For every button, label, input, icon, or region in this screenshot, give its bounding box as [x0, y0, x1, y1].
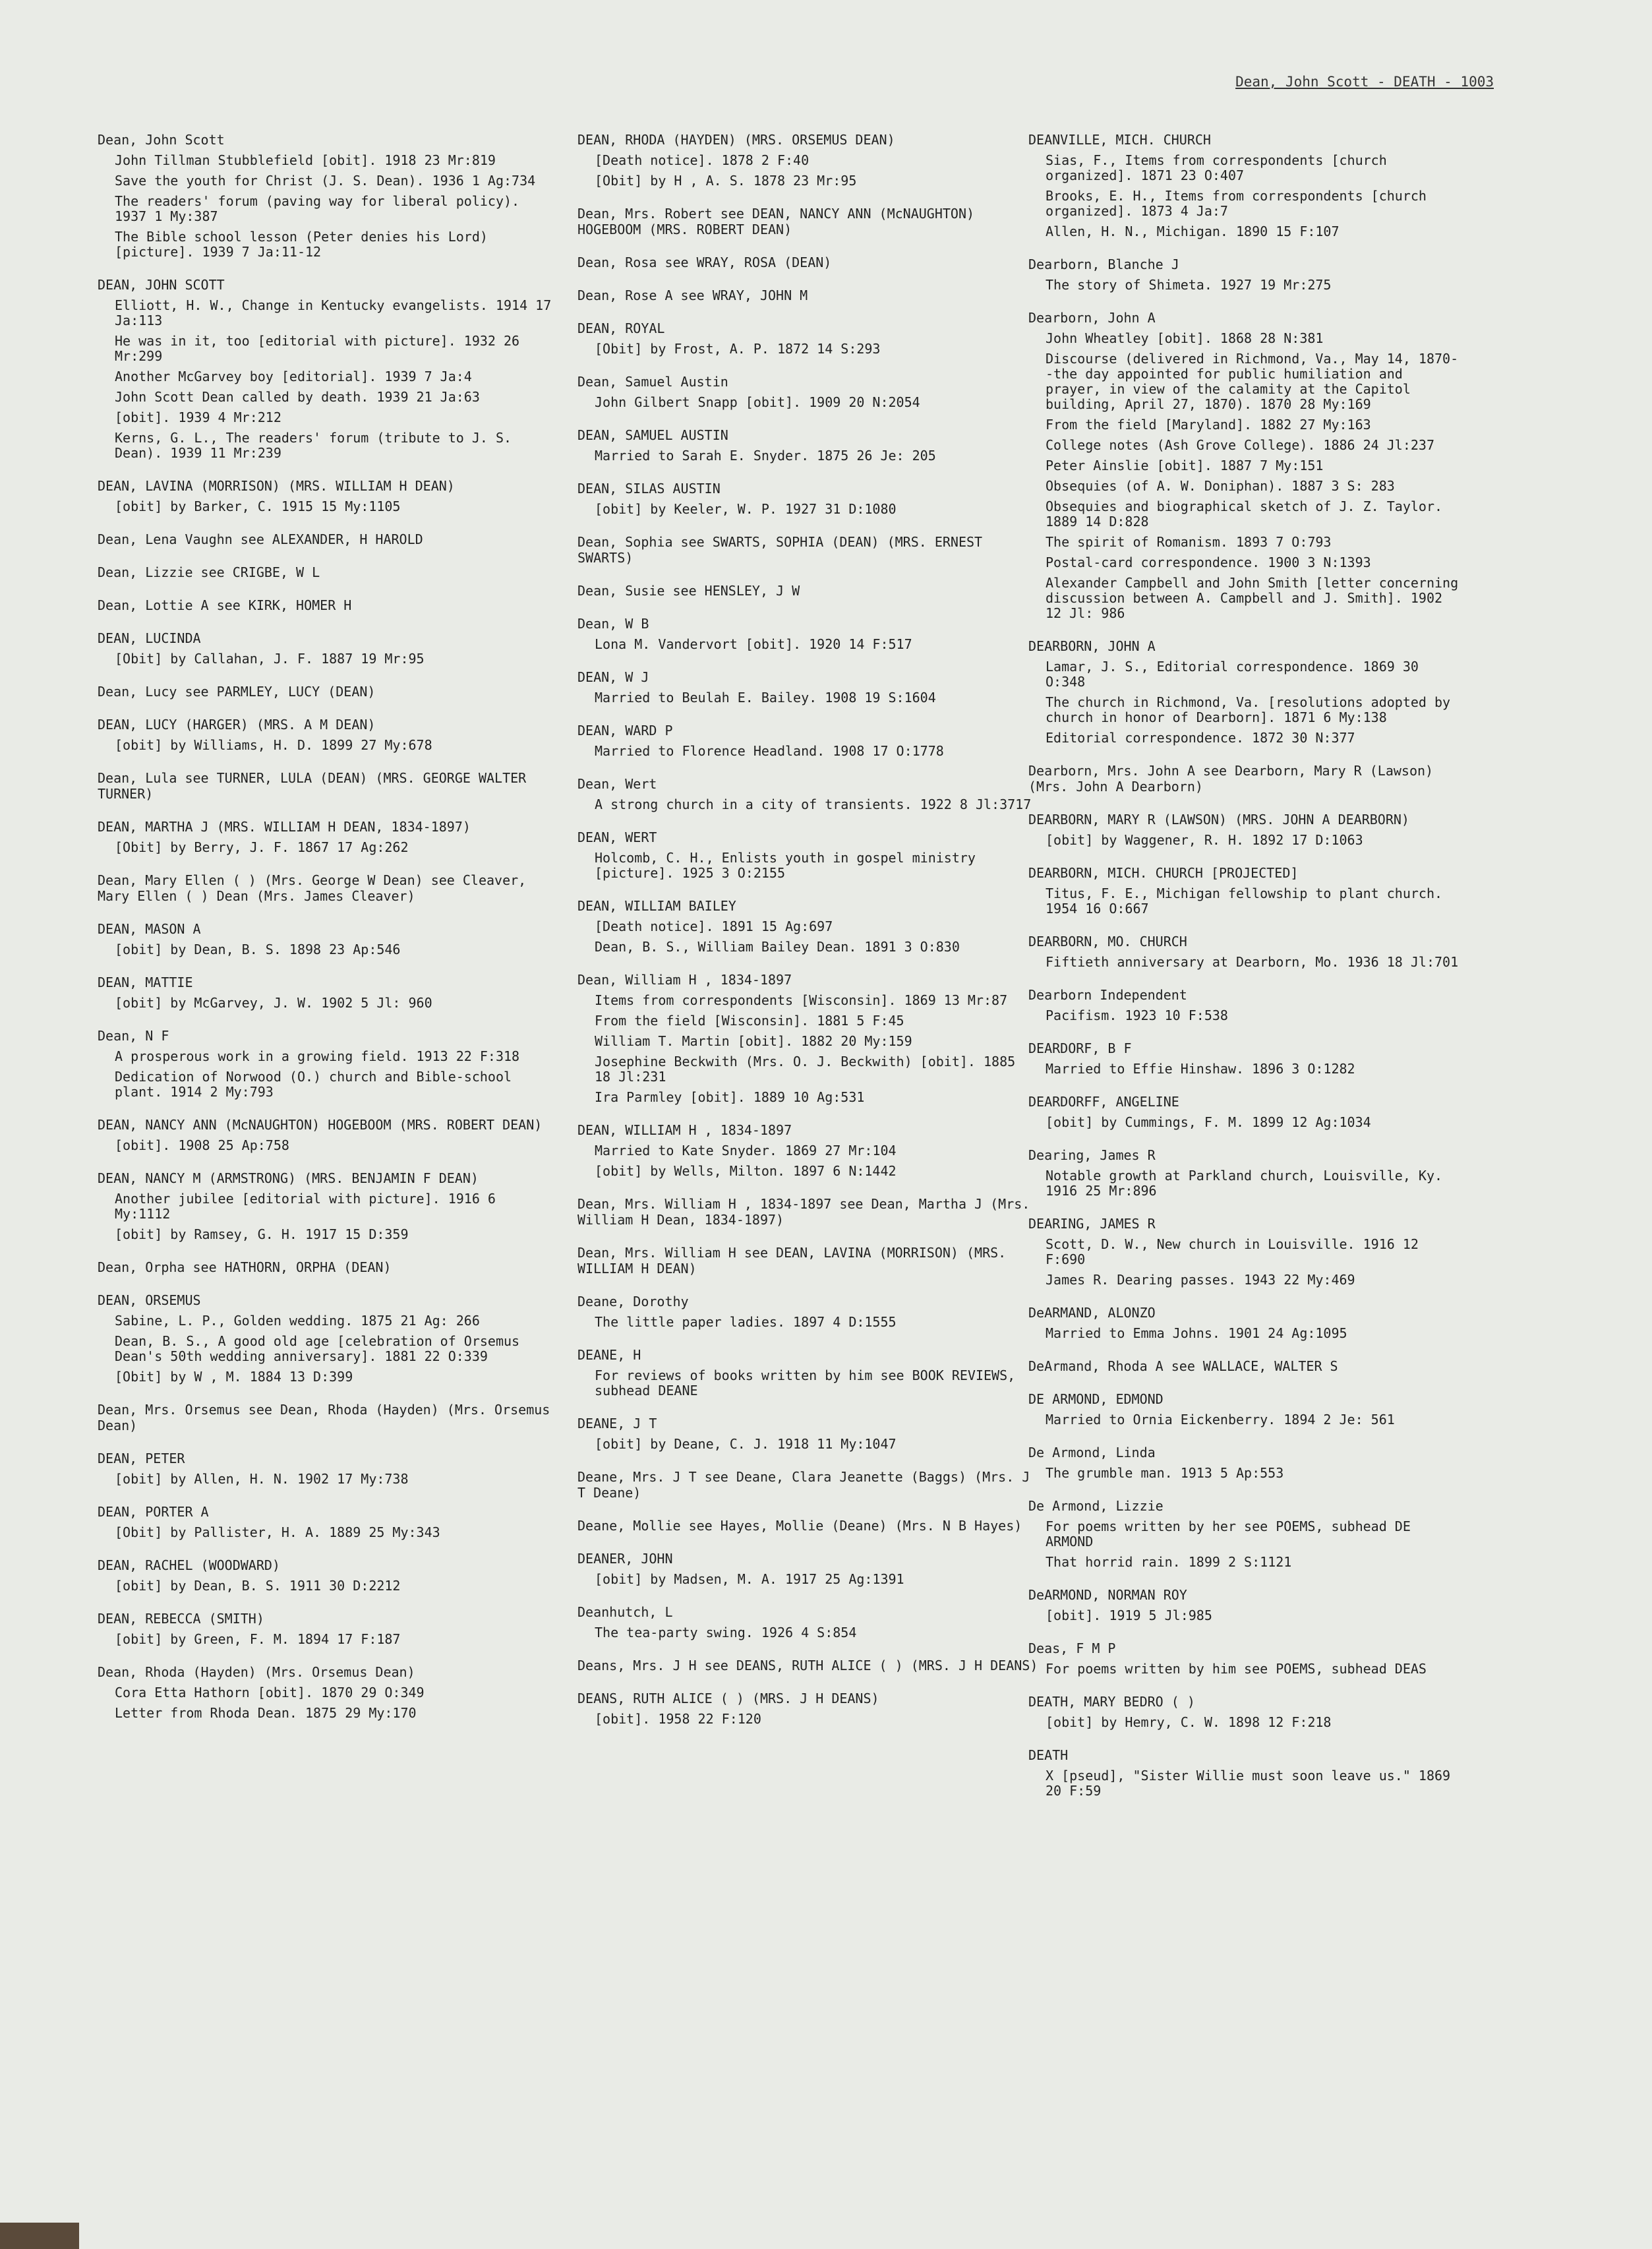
index-entry [577, 427, 1039, 464]
entry-heading: DEARBORN, MICH. CHURCH [PROJECTED] [1028, 865, 1299, 881]
entry-heading: DEAN, REBECCA (SMITH) [98, 1611, 264, 1627]
entry-citation: Married to Florence Headland. 1908 17 O:1778 [595, 743, 944, 759]
entry-citation: John Gilbert Snapp [obit]. 1909 20 N:2054 [595, 394, 920, 410]
entry-citation: College notes (Ash Grove College). 1886 24 Jl:237 [1046, 437, 1435, 453]
entry-heading: DEAN, MATTIE [98, 975, 193, 990]
entry-citation: The readers' forum (paving way for liberal policy). 1937 1 My:387 [115, 193, 528, 224]
entry-heading: Dean, Mrs. William H see DEAN, LAVINA (MORRISON) (MRS. WILLIAM H DEAN) [577, 1245, 1015, 1276]
entry-heading: DeARMOND, NORMAN ROY [1028, 1587, 1187, 1603]
index-entry [1028, 1094, 1463, 1130]
index-entry [98, 1259, 559, 1275]
entry-heading: Deans, Mrs. J H see DEANS, RUTH ALICE ( ) (MRS. J H DEANS) [577, 1658, 1038, 1673]
index-entry [1028, 1445, 1463, 1481]
entry-citation: From the field [Maryland]. 1882 27 My:163 [1046, 417, 1371, 433]
entry-heading: DEAN, NANCY M (ARMSTRONG) (MRS. BENJAMIN F DEAN) [98, 1170, 479, 1186]
entry-citation: Obsequies and biographical sketch of J. Z. Taylor. 1889 14 D:828 [1046, 498, 1451, 529]
entry-citation: Sias, F., Items from correspondents [church organized]. 1871 23 O:407 [1046, 152, 1395, 183]
entry-citation: Dean, B. S., A good old age [celebration of Orsemus Dean's 50th wedding anniversary]. 1881 22 O:339 [115, 1333, 528, 1364]
entry-citation: [obit] by Green, F. M. 1894 17 F:187 [115, 1631, 401, 1647]
index-entry [98, 478, 559, 514]
entry-citation: [Obit] by W , M. 1884 13 D:399 [115, 1369, 353, 1385]
entry-heading: DEAN, LUCY (HARGER) (MRS. A M DEAN) [98, 717, 376, 733]
index-entry [577, 1551, 1039, 1587]
index-entry [98, 770, 559, 802]
entry-heading: Deane, Mrs. J T see Deane, Clara Jeanette (Baggs) (Mrs. J T Deane) [577, 1469, 1038, 1501]
index-entry [1028, 1640, 1463, 1677]
index-entry [577, 1518, 1039, 1534]
index-entry [98, 1664, 559, 1721]
entry-citation: Another McGarvey boy [editorial]. 1939 7 Ja:4 [115, 369, 472, 384]
entry-heading: De Armond, Linda [1028, 1445, 1156, 1460]
entry-citation: Another jubilee [editorial with picture]. 1916 6 My:1112 [115, 1191, 504, 1222]
entry-citation: John Scott Dean called by death. 1939 21 Ja:63 [115, 389, 480, 405]
entry-citation: [obit]. 1919 5 Jl:985 [1046, 1607, 1212, 1623]
column-2 [577, 132, 1039, 1744]
entry-citation: [Obit] by H , A. S. 1878 23 Mr:95 [595, 173, 857, 189]
entry-citation: Dedication of Norwood (O.) church and Bible-school plant. 1914 2 My:793 [115, 1069, 520, 1100]
entry-heading: DEAN, JOHN SCOTT [98, 277, 225, 293]
entry-heading: DEAN, ORSEMUS [98, 1292, 201, 1308]
entry-heading: Dean, W B [577, 616, 649, 632]
column-1 [98, 132, 559, 1738]
entry-heading: Deane, Mollie see Hayes, Mollie (Deane) (Mrs. N B Hayes) [577, 1518, 1022, 1534]
entry-citation: [obit] by Allen, H. N. 1902 17 My:738 [115, 1471, 409, 1487]
entry-citation: [Death notice]. 1891 15 Ag:697 [595, 918, 833, 934]
entry-citation: Brooks, E. H., Items from correspondents [church organized]. 1873 4 Ja:7 [1046, 188, 1435, 219]
index-entry [98, 717, 559, 753]
entry-heading: DEANE, J T [577, 1416, 657, 1431]
index-entry [577, 1245, 1039, 1276]
entry-citation: Fiftieth anniversary at Dearborn, Mo. 1936 18 Jl:701 [1046, 954, 1459, 970]
entry-citation: Married to Beulah E. Bailey. 1908 19 S:1604 [595, 690, 936, 705]
index-entry [1028, 1498, 1463, 1570]
entry-heading: Dearborn, John A [1028, 310, 1156, 326]
index-entry [98, 1451, 559, 1487]
index-entry [577, 374, 1039, 410]
entry-citation: John Wheatley [obit]. 1868 28 N:381 [1046, 330, 1324, 346]
index-entry [1028, 310, 1467, 621]
index-entry [98, 597, 559, 613]
entry-citation: Pacifism. 1923 10 F:538 [1046, 1007, 1228, 1023]
index-entry [1028, 865, 1463, 916]
index-entry [98, 1117, 559, 1153]
entry-citation: The little paper ladies. 1897 4 D:1555 [595, 1314, 897, 1330]
entry-heading: DEAN, RACHEL (WOODWARD) [98, 1557, 280, 1573]
index-entry [98, 1292, 559, 1385]
entry-citation: Elliott, H. W., Change in Kentucky evangelists. 1914 17 Ja:113 [115, 297, 560, 328]
entry-citation: Save the youth for Christ (J. S. Dean). 1936 1 Ag:734 [115, 173, 536, 189]
entry-citation: [obit] by Hemry, C. W. 1898 12 F:218 [1046, 1714, 1332, 1730]
entry-citation: That horrid rain. 1899 2 S:1121 [1046, 1554, 1292, 1570]
index-entry [1028, 987, 1463, 1023]
index-entry [577, 972, 1039, 1105]
index-entry [98, 1170, 559, 1242]
entry-citation: Married to Ornia Eickenberry. 1894 2 Je: 561 [1046, 1412, 1395, 1427]
index-entry [577, 776, 1039, 812]
index-entry [577, 206, 1039, 237]
entry-citation: [obit] by Keeler, W. P. 1927 31 D:1080 [595, 501, 897, 517]
entry-citation: Alexander Campbell and John Smith [letter concerning discussion between A. Campbell and J. Smith]. 1902 12 Jl: 986 [1046, 575, 1467, 621]
entry-heading: Dean, Sophia see SWARTS, SOPHIA (DEAN) (MRS. ERNEST SWARTS) [577, 534, 991, 566]
index-entry [1028, 1040, 1463, 1077]
index-entry [98, 531, 559, 547]
entry-heading: Deas, F M P [1028, 1640, 1116, 1656]
entry-citation: Lamar, J. S., Editorial correspondence. 1869 30 O:348 [1046, 659, 1427, 690]
column-3 [1028, 132, 1467, 1816]
entry-citation: Holcomb, C. H., Enlists youth in gospel ministry [picture]. 1925 3 O:2155 [595, 850, 984, 881]
entry-citation: The church in Richmond, Va. [resolutions adopted by church in honor of Dearborn]. 1871 6 My:138 [1046, 694, 1459, 725]
entry-citation: Notable growth at Parkland church, Louisville, Ky. 1916 25 Mr:896 [1046, 1168, 1451, 1199]
entry-heading: DEARBORN, MARY R (LAWSON) (MRS. JOHN A DEARBORN) [1028, 812, 1409, 827]
entry-heading: Dearing, James R [1028, 1147, 1156, 1163]
index-entry [98, 1028, 559, 1100]
entry-heading: Dean, Mrs. William H , 1834-1897 see Dean, Martha J (Mrs. William H Dean, 1834-1897) [577, 1196, 1038, 1228]
entry-citation: [obit] by McGarvey, J. W. 1902 5 Jl: 960 [115, 995, 432, 1011]
entry-citation: Editorial correspondence. 1872 30 N:377 [1046, 730, 1355, 746]
entry-citation: Married to Emma Johns. 1901 24 Ag:1095 [1046, 1325, 1347, 1341]
entry-citation: [obit] by Cummings, F. M. 1899 12 Ag:1034 [1046, 1114, 1371, 1130]
entry-heading: Dearborn Independent [1028, 987, 1187, 1003]
entry-citation: Cora Etta Hathorn [obit]. 1870 29 O:349 [115, 1685, 425, 1700]
index-entry [1028, 1216, 1463, 1288]
entry-heading: DEAN, W J [577, 669, 649, 685]
entry-heading: DE ARMOND, EDMOND [1028, 1391, 1164, 1407]
entry-heading: DEAN, PETER [98, 1451, 185, 1466]
index-entry [577, 1196, 1039, 1228]
entry-citation: The Bible school lesson (Peter denies his Lord) [picture]. 1939 7 Ja:11-12 [115, 229, 496, 260]
entry-heading: Deane, Dorothy [577, 1294, 689, 1309]
entry-heading: Dean, Susie see HENSLEY, J W [577, 583, 800, 599]
entry-heading: Dean, Lottie A see KIRK, HOMER H [98, 597, 352, 613]
entry-heading: DEANS, RUTH ALICE ( ) (MRS. J H DEANS) [577, 1691, 879, 1706]
entry-heading: DEAN, NANCY ANN (McNAUGHTON) HOGEBOOM (MRS. ROBERT DEAN) [98, 1117, 543, 1133]
entry-heading: DEARDORFF, ANGELINE [1028, 1094, 1179, 1110]
entry-heading: DEATH, MARY BEDRO ( ) [1028, 1694, 1195, 1710]
index-entry [1028, 812, 1463, 848]
index-entry [577, 1691, 1039, 1727]
entry-heading: DEAN, PORTER A [98, 1504, 209, 1520]
entry-heading: DEAN, LAVINA (MORRISON) (MRS. WILLIAM H DEAN) [98, 478, 455, 494]
entry-heading: Dearborn, Mrs. John A see Dearborn, Mary R (Lawson) (Mrs. John A Dearborn) [1028, 763, 1442, 795]
index-entry [1028, 1305, 1463, 1341]
entry-citation: For poems written by him see POEMS, subhead DEAS [1046, 1661, 1427, 1677]
entry-heading: Dean, Mary Ellen ( ) (Mrs. George W Dean) see Cleaver, Mary Ellen ( ) Dean (Mrs. James Cleaver) [98, 872, 535, 904]
entry-heading: Dean, Mrs. Robert see DEAN, NANCY ANN (McNAUGHTON) HOGEBOOM (MRS. ROBERT DEAN) [577, 206, 983, 237]
index-entry [577, 616, 1039, 652]
entry-heading: Dean, N F [98, 1028, 169, 1044]
entry-citation: Josephine Beckwith (Mrs. O. J. Beckwith) [obit]. 1885 18 Jl:231 [595, 1054, 1024, 1085]
entry-heading: Dearborn, Blanche J [1028, 256, 1179, 272]
entry-heading: Dean, Rose A see WRAY, JOHN M [577, 287, 808, 303]
entry-citation: He was in it, too [editorial with picture]. 1932 26 Mr:299 [115, 333, 528, 364]
index-entry [577, 255, 1039, 270]
entry-citation: William T. Martin [obit]. 1882 20 My:159 [595, 1033, 912, 1049]
entry-heading: Dean, Lula see TURNER, LULA (DEAN) (MRS. GEORGE WALTER TURNER) [98, 770, 535, 802]
index-entry [577, 287, 1039, 303]
entry-citation: [obit]. 1958 22 F:120 [595, 1711, 761, 1727]
entry-citation: Letter from Rhoda Dean. 1875 29 My:170 [115, 1705, 417, 1721]
entry-citation: Married to Kate Snyder. 1869 27 Mr:104 [595, 1143, 897, 1158]
entry-citation: Ira Parmley [obit]. 1889 10 Ag:531 [595, 1089, 865, 1105]
entry-citation: Lona M. Vandervort [obit]. 1920 14 F:517 [595, 636, 912, 652]
entry-heading: DEAN, ROYAL [577, 320, 665, 336]
index-entry [577, 534, 1039, 566]
entry-heading: Dean, Orpha see HATHORN, ORPHA (DEAN) [98, 1259, 392, 1275]
entry-citation: [obit] by Ramsey, G. H. 1917 15 D:359 [115, 1226, 409, 1242]
entry-citation: [Obit] by Callahan, J. F. 1887 19 Mr:95 [115, 651, 425, 667]
entry-heading: Dean, Lucy see PARMLEY, LUCY (DEAN) [98, 684, 376, 700]
entry-citation: Postal-card correspondence. 1900 3 N:1393 [1046, 555, 1371, 570]
entry-citation: [Obit] by Berry, J. F. 1867 17 Ag:262 [115, 839, 409, 855]
scan-edge [0, 2223, 79, 2249]
entry-citation: Allen, H. N., Michigan. 1890 15 F:107 [1046, 224, 1340, 239]
entry-heading: Dean, Rosa see WRAY, ROSA (DEAN) [577, 255, 832, 270]
index-entry [577, 1416, 1039, 1452]
entry-citation: The grumble man. 1913 5 Ap:553 [1046, 1465, 1284, 1481]
index-entry [1028, 1358, 1463, 1374]
entry-heading: DEAN, MASON A [98, 921, 201, 937]
entry-citation: Titus, F. E., Michigan fellowship to plant church. 1954 16 O:667 [1046, 885, 1451, 916]
entry-citation: James R. Dearing passes. 1943 22 My:469 [1046, 1272, 1355, 1288]
index-entry [98, 630, 559, 667]
index-entry [1028, 1747, 1463, 1799]
entry-citation: Discourse (delivered in Richmond, Va., May 14, 1870--the day appointed for public humiliation and prayer, in view of the calamity at the Capitol building, April 27, 1870). 1870 28 My:169 [1046, 351, 1459, 412]
entry-heading: DEANE, H [577, 1347, 641, 1363]
entry-citation: [obit] by Deane, C. J. 1918 11 My:1047 [595, 1436, 897, 1452]
index-entry [577, 723, 1039, 759]
entry-citation: [obit] by Barker, C. 1915 15 My:1105 [115, 498, 401, 514]
index-entry [1028, 256, 1463, 293]
entry-heading: DEARING, JAMES R [1028, 1216, 1156, 1232]
entry-heading: Deanhutch, L [577, 1604, 673, 1620]
entry-heading: DEARBORN, MO. CHURCH [1028, 934, 1187, 949]
entry-heading: DEAN, RHODA (HAYDEN) (MRS. ORSEMUS DEAN) [577, 132, 895, 148]
index-entry [98, 1504, 559, 1540]
index-entry [98, 564, 559, 580]
entry-heading: DEAN, SAMUEL AUSTIN [577, 427, 728, 443]
entry-heading: DEANVILLE, MICH. CHURCH [1028, 132, 1211, 148]
entry-heading: Dean, Wert [577, 776, 657, 792]
index-entry [98, 975, 559, 1011]
index-entry [98, 1611, 559, 1647]
entry-heading: DEARBORN, JOHN A [1028, 638, 1156, 654]
index-entry [1028, 1391, 1463, 1427]
index-entry [98, 1557, 559, 1594]
index-entry [98, 132, 559, 260]
index-entry [577, 1347, 1039, 1398]
index-entry [98, 684, 559, 700]
entry-citation: [Obit] by Frost, A. P. 1872 14 S:293 [595, 341, 881, 357]
entry-citation: From the field [Wisconsin]. 1881 5 F:45 [595, 1013, 904, 1029]
entry-heading: Dean, Mrs. Orsemus see Dean, Rhoda (Hayden) (Mrs. Orsemus Dean) [98, 1402, 558, 1433]
entry-citation: Peter Ainslie [obit]. 1887 7 My:151 [1046, 458, 1324, 473]
entry-citation: Sabine, L. P., Golden wedding. 1875 21 Ag: 266 [115, 1313, 480, 1329]
index-entry [577, 1294, 1039, 1330]
index-entry [1028, 1587, 1463, 1623]
entry-citation: [obit]. 1908 25 Ap:758 [115, 1137, 289, 1153]
entry-heading: Dean, John Scott [98, 132, 225, 148]
entry-citation: [obit] by Dean, B. S. 1911 30 D:2212 [115, 1578, 401, 1594]
running-head: Dean, John Scott - DEATH - 1003 [1235, 74, 1494, 90]
entry-heading: Dean, Rhoda (Hayden) (Mrs. Orsemus Dean) [98, 1664, 415, 1680]
index-entry [1028, 763, 1463, 795]
entry-heading: DeArmand, Rhoda A see WALLACE, WALTER S [1028, 1358, 1338, 1374]
index-entry [577, 829, 1039, 881]
entry-citation: Dean, B. S., William Bailey Dean. 1891 3 O:830 [595, 939, 960, 955]
index-entry [577, 481, 1039, 517]
entry-heading: DEAN, WERT [577, 829, 657, 845]
entry-heading: DEAN, SILAS AUSTIN [577, 481, 721, 496]
entry-heading: DEAN, MARTHA J (MRS. WILLIAM H DEAN, 1834-1897) [98, 819, 471, 835]
index-entry [577, 320, 1039, 357]
index-entry [98, 819, 559, 855]
entry-heading: DEAN, LUCINDA [98, 630, 201, 646]
index-entry [98, 1402, 559, 1433]
index-entry [577, 583, 1039, 599]
entry-citation: For poems written by her see POEMS, subhead DE ARMOND [1046, 1518, 1419, 1549]
entry-citation: [obit] by Waggener, R. H. 1892 17 D:1063 [1046, 832, 1363, 848]
entry-citation: [Obit] by Pallister, H. A. 1889 25 My:343 [115, 1524, 440, 1540]
entry-citation: The story of Shimeta. 1927 19 Mr:275 [1046, 277, 1332, 293]
entry-heading: Dean, William H , 1834-1897 [577, 972, 792, 988]
entry-heading: DEAN, WILLIAM BAILEY [577, 898, 736, 914]
entry-citation: X [pseud], "Sister Willie must soon leave us." 1869 20 F:59 [1046, 1768, 1459, 1799]
index-entry [98, 277, 559, 461]
index-entry [1028, 1147, 1463, 1199]
entry-citation: [obit] by Dean, B. S. 1898 23 Ap:546 [115, 942, 401, 957]
entry-citation: [obit] by Madsen, M. A. 1917 25 Ag:1391 [595, 1571, 904, 1587]
entry-heading: De Armond, Lizzie [1028, 1498, 1164, 1514]
index-entry [577, 1604, 1039, 1640]
entry-citation: The tea-party swing. 1926 4 S:854 [595, 1625, 857, 1640]
entry-heading: DEATH [1028, 1747, 1069, 1763]
index-entry [577, 132, 1039, 189]
index-entry [577, 1122, 1039, 1179]
entry-citation: For reviews of books written by him see BOOK REVIEWS, subhead DEANE [595, 1367, 1024, 1398]
index-entry [1028, 638, 1463, 746]
entry-citation: [Death notice]. 1878 2 F:40 [595, 152, 810, 168]
entry-citation: Married to Sarah E. Snyder. 1875 26 Je: 205 [595, 448, 936, 464]
entry-heading: DEARDORF, B F [1028, 1040, 1132, 1056]
entry-heading: DEAN, WARD P [577, 723, 673, 738]
entry-citation: The spirit of Romanism. 1893 7 O:793 [1046, 534, 1332, 550]
entry-citation: [obit] by Williams, H. D. 1899 27 My:678 [115, 737, 432, 753]
index-entry [1028, 132, 1463, 239]
entry-citation: A prosperous work in a growing field. 1913 22 F:318 [115, 1048, 520, 1064]
entry-citation: Items from correspondents [Wisconsin]. 1869 13 Mr:87 [595, 992, 1008, 1008]
entry-heading: Dean, Lena Vaughn see ALEXANDER, H HAROLD [98, 531, 423, 547]
entry-heading: DEAN, WILLIAM H , 1834-1897 [577, 1122, 792, 1138]
entry-citation: Kerns, G. L., The readers' forum (tribute to J. S. Dean). 1939 11 Mr:239 [115, 430, 520, 461]
index-entry [577, 1469, 1039, 1501]
entry-citation: A strong church in a city of transients. 1922 8 Jl:3717 [595, 796, 1032, 812]
index-entry [577, 1658, 1039, 1673]
entry-citation: [obit] by Wells, Milton. 1897 6 N:1442 [595, 1163, 897, 1179]
index-entry [577, 898, 1039, 955]
index-entry [98, 921, 559, 957]
entry-citation: Married to Effie Hinshaw. 1896 3 O:1282 [1046, 1061, 1355, 1077]
index-entry [1028, 934, 1463, 970]
index-entry [98, 872, 559, 904]
entry-citation: Obsequies (of A. W. Doniphan). 1887 3 S: 283 [1046, 478, 1395, 494]
entry-heading: Dean, Samuel Austin [577, 374, 728, 390]
entry-heading: DeARMAND, ALONZO [1028, 1305, 1156, 1321]
entry-heading: Dean, Lizzie see CRIGBE, W L [98, 564, 320, 580]
entry-citation: John Tillman Stubblefield [obit]. 1918 23 Mr:819 [115, 152, 496, 168]
index-entry [577, 669, 1039, 705]
entry-heading: DEANER, JOHN [577, 1551, 673, 1567]
index-entry [1028, 1694, 1463, 1730]
entry-citation: [obit]. 1939 4 Mr:212 [115, 409, 281, 425]
entry-citation: Scott, D. W., New church in Louisville. 1916 12 F:690 [1046, 1236, 1427, 1267]
